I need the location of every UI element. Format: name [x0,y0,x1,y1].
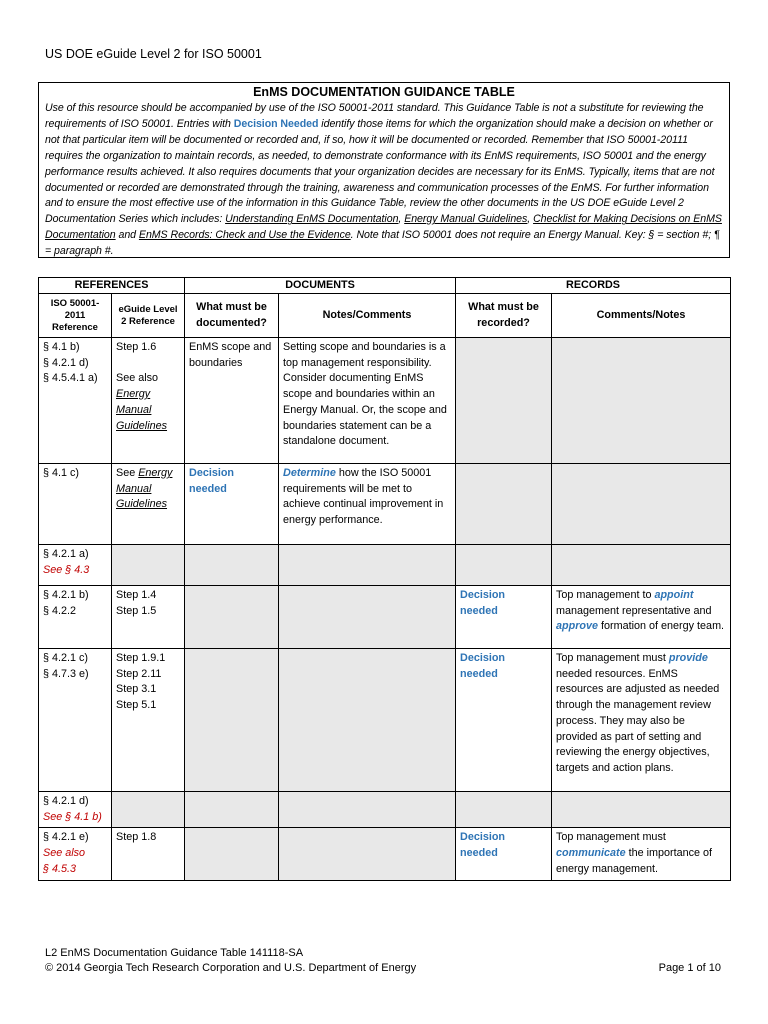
cell-comments [552,792,731,828]
cell-comments [552,649,731,792]
iso-ref: § 4.2.1 d) [43,356,89,369]
table-row [39,545,731,586]
decision-needed: Decision [460,652,506,664]
col-what-documented: What must be documented? [185,294,279,338]
cell-what-documented [185,792,279,828]
cell-what-documented: EnMS scope and boundaries [185,338,279,464]
action-verb: approve [556,620,599,633]
see-reference: See § 4.3 [43,563,90,576]
decision-needed: Decision [460,831,506,844]
energy-manual-link[interactable]: Energy [138,467,173,479]
cell-what-recorded [456,338,552,464]
guidance-table [38,277,731,881]
intro-box [38,82,730,258]
page-number: Page 1 of 10 [658,962,721,974]
footer-copyright: © 2014 Georgia Tech Research Corporation and U.S. Department of Energy [45,962,417,974]
decision-needed: Decision [460,589,506,601]
eguide-step: Step 2.11 [116,667,162,680]
cell-notes [279,828,456,880]
col-what-recorded: What must be recorded? [456,294,552,338]
energy-manual-link[interactable]: Manual [116,403,152,416]
energy-manual-link[interactable]: Guidelines [116,419,168,432]
cell-what-recorded [456,586,552,649]
table-row [39,828,731,880]
comment-text: formation of energy team. [598,620,725,633]
comment-text: management representative and [556,604,712,617]
table-row [39,338,731,464]
action-verb: communicate [556,847,626,860]
cell-eguide [112,338,185,464]
intro-sep: and [115,229,139,242]
see-reference: See § 4.1 b) [43,810,102,823]
intro-sep: , [398,213,405,226]
cell-iso [39,586,112,649]
cell-comments [552,338,731,464]
col-notes: Notes/Comments [279,294,456,338]
eguide-step: Step 1.5 [116,604,157,617]
iso-ref: § 4.2.1 e) [43,831,89,844]
cell-iso [39,792,112,828]
cell-comments [552,464,731,545]
energy-manual-link[interactable]: Guidelines [116,498,168,511]
cell-iso [39,828,112,880]
cell-what-documented [185,586,279,649]
intro-text-part: Use of this resource should be accompanied by use of the ISO 50001-2011 standard. This Guidance Table is not a substitute for reviewing the requirements of ISO 50001. Entries with [45,102,704,130]
comment-text: the importance of energy management. [556,847,713,875]
energy-manual-link[interactable]: Energy [116,388,151,401]
action-verb: provide [668,652,708,664]
cell-what-documented [185,828,279,880]
cell-notes [279,586,456,649]
link-understanding-enms[interactable]: Understanding EnMS Documentation [225,213,399,226]
iso-ref: § 4.2.1 d) [43,795,89,807]
col-comments: Comments/Notes [552,294,731,338]
see-label: See [116,467,139,479]
intro-text-part: . Note that ISO 50001 does not require an Energy Manual. Key: § = section #; ¶ = paragraph #. [45,229,720,258]
notes-text: how the ISO 50001 requirements will be met to achieve continual improvement in energy performance. [283,467,444,527]
table-row [39,792,731,828]
comment-text: Top management must [556,831,666,844]
footer-doc-id: L2 EnMS Documentation Guidance Table 141118-SA [45,947,304,959]
link-energy-manual-guidelines[interactable]: Energy Manual Guidelines [404,213,528,226]
table-row [39,649,731,792]
col-iso-reference: ISO 50001-2011 Reference [39,294,112,338]
col-eguide-reference: eGuide Level 2 Reference [112,294,185,338]
see-reference: § 4.5.3 [43,862,77,875]
cell-notes: Setting scope and boundaries is a top management responsibility. Consider documenting EnMS scope and boundaries within an Energy Manual. Or, the scope and boundaries statement can be a standalone document. [279,338,456,464]
cell-what-recorded [456,792,552,828]
intro-text [45,101,723,260]
cell-what-recorded [456,649,552,792]
eguide-step: Step 1.9.1 [116,652,166,664]
page-header: US DOE eGuide Level 2 for ISO 50001 [45,47,262,61]
cell-eguide [112,649,185,792]
iso-ref: § 4.5.4.1 a) [43,372,98,385]
comment-text: Top management to [556,589,655,601]
decision-needed: needed [460,667,498,680]
group-records: RECORDS [456,278,731,294]
intro-sep: , [527,213,534,226]
cell-notes [279,649,456,792]
cell-iso [39,649,112,792]
table-row [39,586,731,649]
decision-needed: needed [460,604,498,617]
decision-needed: needed [189,482,227,495]
eguide-step: Step 1.4 [116,589,157,601]
iso-ref: § 4.2.2 [43,604,77,617]
action-verb: appoint [654,589,694,601]
link-checklist[interactable]: Checklist for Making Decisions on EnMS Documentation [45,213,722,242]
cell-what-recorded [456,545,552,586]
eguide-step: Step 5.1 [116,699,157,712]
cell-iso [39,545,112,586]
cell-iso: § 4.1 c) [39,464,112,545]
intro-title: EnMS DOCUMENTATION GUIDANCE TABLE [253,85,515,99]
eguide-step: Step 1.6 [116,341,157,353]
cell-eguide [112,792,185,828]
cell-eguide [112,586,185,649]
cell-eguide [112,545,185,586]
cell-notes [279,792,456,828]
group-documents: DOCUMENTS [185,278,456,294]
link-enms-records[interactable]: EnMS Records: Check and Use the Evidence [138,229,351,242]
intro-text-part: identify those items for which the organization should make a decision on whether or not that particular item will be documented or recorded and, if so, how it will be documented or recorded. Remember that ISO 50001-20111 requires the organization to maintain records, as needed, to demonstrate conformance with its EnMS requirements, ISO 50001 and the energy performance results achieved. It also requires documents that your organization decides are necessary for its EnMS. Typically, items that are not documented or recorded are demonstrated through the training, awareness and communication processes of the EnMS. For further information and to ensure the most effective use of the information in this Guidance Table, review the other documents in the US DOE eGuide Level 2 Documentation Series which includes: [45,117,715,226]
cell-what-recorded [456,828,552,880]
cell-iso [39,338,112,464]
action-verb: Determine [283,467,336,479]
see-also-label: See also [116,372,159,385]
eguide-step: Step 3.1 [116,683,157,696]
comment-text: Top management must [556,652,669,664]
iso-ref: § 4.7.3 e) [43,667,89,680]
cell-comments [552,586,731,649]
iso-ref: § 4.2.1 b) [43,589,89,601]
cell-what-documented [185,649,279,792]
cell-eguide: Step 1.8 [112,828,185,880]
iso-ref: § 4.2.1 c) [43,652,89,664]
decision-needed: Decision [189,467,235,479]
cell-comments [552,545,731,586]
cell-notes [279,545,456,586]
decision-needed: needed [460,847,498,860]
see-reference: See also [43,847,86,860]
comment-text: needed resources. EnMS resources are adjusted as needed through the management review process. They may also be provided as part of setting and reviewing the energy objectives, targets and action plans. [556,667,720,774]
iso-ref: § 4.2.1 a) [43,548,89,560]
cell-what-documented [185,545,279,586]
iso-ref: § 4.1 b) [43,341,80,353]
cell-notes [279,464,456,545]
cell-eguide [112,464,185,545]
decision-needed-term: Decision Needed [233,117,319,130]
cell-what-recorded [456,464,552,545]
cell-comments [552,828,731,880]
table-row [39,464,731,545]
group-references: REFERENCES [39,278,185,294]
energy-manual-link[interactable]: Manual [116,482,152,495]
cell-what-documented [185,464,279,545]
